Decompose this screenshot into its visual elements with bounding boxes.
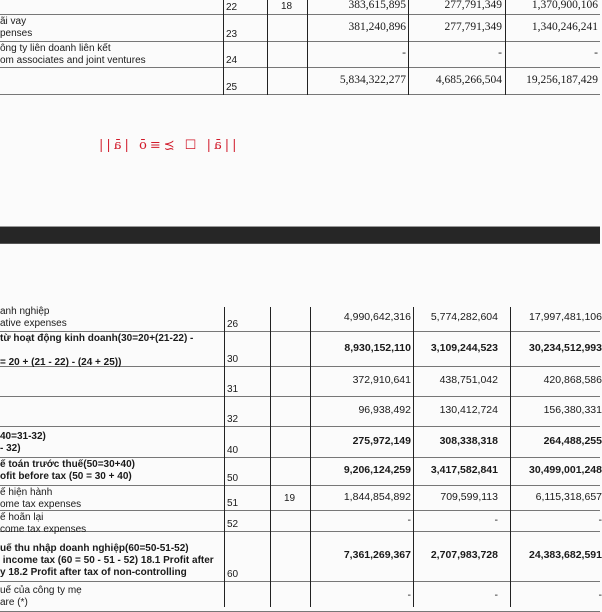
value-v1: 1,844,854,892	[344, 491, 411, 503]
row-code: 50	[227, 473, 238, 484]
value-v2: 709,599,113	[440, 491, 498, 503]
value-v2: -	[495, 589, 499, 601]
row-code: 24	[226, 55, 237, 66]
value-v2: 3,109,244,523	[431, 342, 498, 354]
value-v1: 381,240,896	[349, 21, 407, 33]
value-v1: 383,615,895	[349, 0, 407, 11]
value-v2: 308,338,318	[440, 435, 498, 447]
value-v2: -	[495, 514, 499, 526]
column-divider	[270, 307, 271, 607]
value-v3: 156,380,331	[544, 404, 602, 416]
row-code: 30	[227, 354, 238, 365]
value-v3: 24,383,682,591	[529, 549, 602, 561]
value-v2: 5,774,282,604	[431, 311, 498, 323]
value-v3: -	[594, 47, 598, 59]
row-label: ông ty liên doanh liên kết om associates and joint ventures	[0, 43, 146, 67]
row-label: ế toán trước thuế(50=30+40) ofit before tax (50 = 30 + 40)	[0, 459, 135, 483]
row-label: uế thu nhập doanh nghiệp(60=50-51-52) income tax (60 = 50 - 51 - 52) 18.1 Profit after y 18.2 Profit after tax of non-controlling	[0, 543, 214, 579]
row-note: 19	[284, 493, 295, 504]
value-v1: -	[408, 589, 412, 601]
column-divider	[413, 307, 414, 607]
row-code: 60	[227, 569, 238, 580]
value-v3: 6,115,318,657	[536, 491, 602, 503]
value-v1: 9,206,124,259	[344, 464, 411, 476]
row-code: 52	[227, 519, 238, 530]
red-stamp: ||ā| ☐ ≿≡ō |ā||	[96, 138, 236, 153]
row-label: ãi vay penses	[0, 16, 32, 40]
row-label: anh nghiệp ative expenses	[0, 306, 67, 330]
value-v2: 277,791,349	[445, 21, 503, 33]
row-code: 23	[226, 29, 237, 40]
value-v1: 4,990,642,316	[344, 311, 411, 323]
value-v1: -	[408, 514, 412, 526]
value-v3: -	[599, 589, 602, 601]
row-label: uế của công ty mẹ are (*)	[0, 585, 82, 609]
value-v3: 30,234,512,993	[529, 342, 602, 354]
value-v1: 5,834,322,277	[340, 74, 406, 86]
value-v2: 2,707,983,728	[431, 549, 498, 561]
row-label: ế hiện hành ome tax expenses	[0, 487, 81, 511]
value-v3: 30,499,001,248	[529, 464, 602, 476]
column-divider	[510, 307, 511, 607]
row-code: 31	[227, 384, 238, 395]
value-v1: 372,910,641	[353, 374, 411, 386]
value-v2: 3,417,582,841	[431, 464, 498, 476]
value-v3: 264,488,255	[544, 435, 602, 447]
value-v1: -	[402, 47, 406, 59]
value-v2: 438,751,042	[440, 374, 498, 386]
column-divider	[224, 307, 225, 607]
value-v3: 420,868,586	[544, 374, 602, 386]
row-label: ế hoãn lại come tax expenses	[0, 512, 86, 536]
row-code: 32	[227, 414, 238, 425]
value-v3: 19,256,187,429	[526, 74, 598, 86]
value-v3: -	[599, 514, 602, 526]
value-v2: -	[498, 47, 502, 59]
value-v3: 17,997,481,106	[529, 311, 602, 323]
value-v2: 277,791,349	[445, 0, 503, 11]
row-code: 25	[226, 82, 237, 93]
value-v1: 96,938,492	[358, 404, 411, 416]
row-code: 51	[227, 498, 238, 509]
row-label: 40=31-32) - 32)	[0, 431, 46, 455]
value-v1: 8,930,152,110	[344, 342, 411, 354]
row-note: 18	[281, 1, 292, 12]
row-code: 26	[227, 319, 238, 330]
row-label: từ hoạt động kinh doanh(30=20+(21-22) - = 20 + (21 - 22) - (24 + 25))	[0, 333, 193, 369]
value-v1: 7,361,269,367	[344, 549, 411, 561]
value-v2: 130,412,724	[440, 404, 498, 416]
row-code: 22	[226, 2, 237, 13]
value-v3: 1,340,246,241	[532, 21, 598, 33]
column-divider	[310, 307, 311, 607]
value-v1: 275,972,149	[353, 435, 411, 447]
value-v3: 1,370,900,106	[532, 0, 598, 11]
value-v2: 4,685,266,504	[436, 74, 502, 86]
row-code: 40	[227, 445, 238, 456]
